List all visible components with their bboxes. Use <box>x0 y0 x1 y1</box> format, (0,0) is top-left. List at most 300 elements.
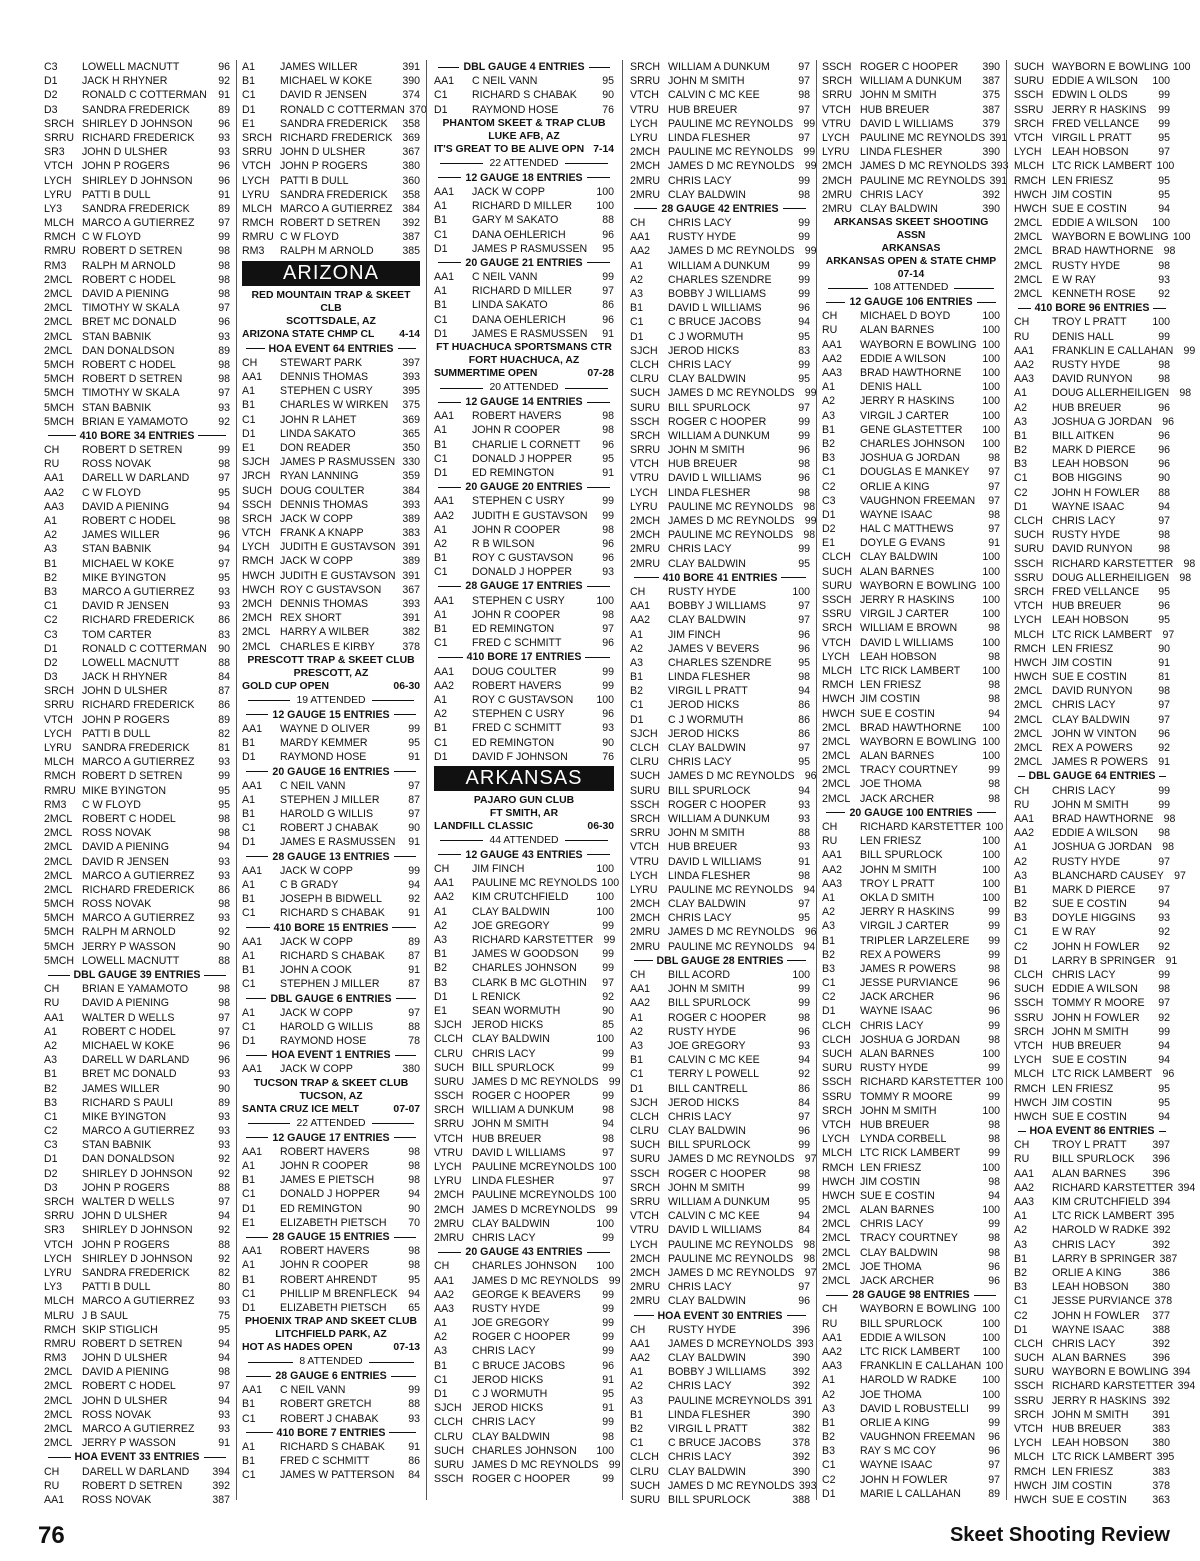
class-code: AA1 <box>44 472 65 485</box>
shooter-name: WALTER D WELLS <box>82 1196 175 1208</box>
result-row <box>242 1287 420 1301</box>
class-code: D3 <box>44 103 58 116</box>
class-code: 2MCL <box>44 288 73 300</box>
score: 99 <box>804 387 817 400</box>
result-row <box>44 1309 230 1323</box>
result-row <box>630 287 810 301</box>
event-title: 12 GAUGE 18 ENTRIES <box>465 171 583 184</box>
class-code: AA1 <box>242 864 263 877</box>
class-code: LYCH <box>1014 1437 1042 1450</box>
rule <box>246 1432 273 1433</box>
event-header <box>242 850 420 864</box>
shooter-name: ROGER C HOOPER <box>668 415 767 428</box>
score: 90 <box>1158 642 1170 655</box>
shooter-name: RUSTY HYDE <box>668 231 737 244</box>
shooter-name: JOHN R COOPER <box>472 424 561 437</box>
class-code: SURU <box>1014 1366 1045 1379</box>
class-code: D1 <box>242 836 256 849</box>
score: 92 <box>218 1167 230 1180</box>
shooter-name: JERRY R HASKINS <box>860 906 955 919</box>
class-code: 2MCL <box>44 883 73 896</box>
shooter-name: HAROLD W RADKE <box>1052 1224 1149 1237</box>
shooter-name: JOSEPH B BIDWELL <box>280 893 382 906</box>
score: 100 <box>985 821 1004 833</box>
shooter-name: CLAY BALDWIN <box>1052 713 1130 726</box>
score: 86 <box>218 883 230 896</box>
shooter-name: BILL SPURLOCK <box>472 1061 555 1074</box>
rule <box>246 927 270 928</box>
result-row <box>1014 897 1170 911</box>
class-code: AA1 <box>1014 344 1035 357</box>
result-row <box>434 438 614 452</box>
shooter-name: JERRY R HASKINS <box>860 395 955 408</box>
shooter-name: WILLIAM E BROWN <box>860 622 958 635</box>
result-row <box>822 352 1000 366</box>
class-code: LYCH <box>822 1133 850 1146</box>
result-row <box>44 1365 230 1379</box>
score: 397 <box>402 356 420 369</box>
class-code: B3 <box>434 976 447 989</box>
shooter-name: SHIRLEY D JOHNSON <box>82 1224 193 1237</box>
result-row <box>434 1075 621 1089</box>
shooter-name: MARCO A GUTIERREZ <box>82 756 195 769</box>
shooter-name: CHRIS LACY <box>1052 1238 1116 1251</box>
result-row <box>242 427 420 441</box>
result-row <box>434 608 614 622</box>
result-row <box>434 693 614 707</box>
score: 375 <box>402 399 420 412</box>
result-row <box>630 159 817 173</box>
class-code: B1 <box>242 737 255 750</box>
shooter-name: C W FLOYD <box>82 486 141 499</box>
class-code: B3 <box>44 1096 57 1109</box>
score: 100 <box>982 877 1000 890</box>
score: 95 <box>798 1196 810 1208</box>
class-code: A1 <box>822 381 835 394</box>
rule <box>787 1315 807 1316</box>
result-row <box>1014 471 1170 485</box>
score: 98 <box>798 1011 810 1024</box>
class-code: SSCH <box>434 1473 464 1486</box>
score: 97 <box>798 614 810 627</box>
result-row <box>434 1302 614 1316</box>
shooter-name: JOHN D ULSHER <box>82 146 168 159</box>
shooter-name: PAULINE MCREYNOLDS <box>472 1161 595 1173</box>
club-heading: ARKANSAS SKEET SHOOTING ASSN <box>833 217 989 242</box>
class-code: 2MCL <box>44 1394 73 1407</box>
rule <box>954 288 994 289</box>
score: 98 <box>1158 983 1170 996</box>
class-code: B1 <box>434 438 447 451</box>
result-row <box>630 855 810 869</box>
score: 100 <box>1152 217 1170 230</box>
shooter-name: RYAN LANNING <box>280 470 359 483</box>
score: 86 <box>798 699 810 712</box>
class-code: RU <box>44 997 60 1010</box>
result-row <box>44 103 230 117</box>
result-row <box>630 812 810 826</box>
shooter-name: MARCO A GUTIERREZ <box>82 217 195 230</box>
club-heading: TUCSON TRAP & SKEET CLUB <box>253 1077 409 1089</box>
score: 98 <box>1179 571 1192 584</box>
result-row <box>44 188 230 202</box>
shooter-name: RICHARD KARSTETTER <box>860 821 982 833</box>
score: 96 <box>218 529 230 542</box>
shooter-name: KENNETH ROSE <box>1052 288 1136 300</box>
score: 92 <box>1158 940 1170 953</box>
class-code: AA1 <box>44 1011 65 1024</box>
score: 388 <box>1152 1323 1170 1336</box>
class-code: SUCH <box>1014 529 1045 542</box>
class-code: D1 <box>44 1153 58 1166</box>
shooter-name: JAMES D MC REYNOLDS <box>668 770 795 783</box>
shooter-name: JACK W COPP <box>280 555 353 568</box>
class-code: HWCH <box>822 693 855 706</box>
result-row <box>630 174 810 188</box>
class-code: CH <box>630 585 646 598</box>
score: 90 <box>218 1082 230 1095</box>
result-row <box>434 976 614 990</box>
shooter-name: PAULINE MC REYNOLDS <box>668 500 794 513</box>
shooter-name: STEPHEN C USRY <box>472 708 565 721</box>
score: 96 <box>602 537 614 550</box>
shooter-name: HAROLD W RADKE <box>860 1374 957 1387</box>
result-row <box>44 1337 230 1351</box>
result-row <box>822 103 1000 117</box>
shoot-date: 07-13 <box>393 1342 420 1354</box>
score: 96 <box>798 302 810 315</box>
class-code: B3 <box>822 1445 835 1458</box>
class-code: VTCH <box>44 160 73 173</box>
score: 367 <box>402 583 420 596</box>
result-row <box>1014 244 1176 258</box>
result-row <box>44 1067 230 1081</box>
result-row <box>44 869 230 883</box>
score: 95 <box>218 784 230 797</box>
shooter-name: JOHN M SMITH <box>668 983 745 996</box>
shooter-name: TIMOTHY W SKALA <box>82 302 180 315</box>
score: 100 <box>982 409 1000 422</box>
class-code: A2 <box>630 273 643 286</box>
shooter-name: EDDIE A WILSON <box>860 1331 946 1344</box>
result-row <box>44 301 230 315</box>
shooter-name: ROGER C HOOPER <box>860 61 959 73</box>
result-row <box>44 330 230 344</box>
shooter-name: ROY C GUSTAVSON <box>280 583 382 596</box>
score: 95 <box>1158 585 1170 598</box>
shooter-name: GARY M SAKATO <box>472 214 559 227</box>
result-row <box>242 722 420 736</box>
score: 99 <box>408 722 420 735</box>
score: 97 <box>602 976 614 989</box>
score: 91 <box>218 188 230 201</box>
rule <box>634 577 659 578</box>
shooter-name: MARK D PIERCE <box>1052 444 1136 457</box>
result-row <box>1014 514 1170 528</box>
class-code: 2MCL <box>822 721 851 734</box>
class-code: RM3 <box>44 798 67 811</box>
result-row <box>822 1302 1000 1316</box>
score: 93 <box>218 146 230 159</box>
result-row <box>242 1006 420 1020</box>
result-row <box>630 613 810 627</box>
class-code: RMCH <box>1014 174 1046 187</box>
score: 392 <box>402 217 420 230</box>
shooter-name: PAULINE MC REYNOLDS <box>860 131 986 144</box>
class-code: E1 <box>242 1216 255 1229</box>
class-code: HWCH <box>822 1175 855 1188</box>
result-row <box>1014 698 1170 712</box>
score: 89 <box>218 344 230 357</box>
score: 93 <box>1158 273 1170 286</box>
shooter-name: JAMES D MC REYNOLDS <box>668 387 795 400</box>
class-code: 5MCH <box>44 415 75 428</box>
score: 97 <box>1158 713 1170 726</box>
rule <box>587 1252 610 1253</box>
class-code: LYCH <box>630 117 658 130</box>
class-code: C1 <box>434 566 448 579</box>
shooter-name: DAVID RUNYON <box>1052 373 1133 386</box>
result-row <box>1014 230 1191 244</box>
class-code: AA1 <box>630 600 651 613</box>
score: 99 <box>602 948 614 961</box>
shooter-name: BILL SPURLOCK <box>860 1317 943 1330</box>
score: 93 <box>798 812 810 825</box>
class-code: 2MCH <box>434 1189 465 1202</box>
class-code: SRCH <box>630 1181 661 1194</box>
score: 99 <box>798 288 810 300</box>
class-code: RMCH <box>242 217 274 230</box>
result-row <box>1014 202 1170 216</box>
class-code: VTCH <box>630 841 659 854</box>
class-code: SURU <box>434 1075 465 1088</box>
class-code: RU <box>822 324 838 337</box>
class-code: C1 <box>44 600 58 613</box>
shooter-name: MIKE BYINGTON <box>82 571 166 584</box>
class-code: 2MRU <box>630 188 661 201</box>
shooter-name: JOHN M SMITH <box>1052 1408 1129 1421</box>
score: 91 <box>602 327 614 340</box>
shooter-name: WAYNE ISAAC <box>860 1005 933 1018</box>
result-row <box>822 1104 1000 1118</box>
result-row <box>44 315 230 329</box>
shooter-name: GEORGE K BEAVERS <box>472 1288 581 1301</box>
shooter-name: HARRY A WILBER <box>280 626 370 639</box>
shooter-name: REX SHORT <box>280 612 342 625</box>
result-row <box>1014 358 1170 372</box>
class-code: RU <box>822 835 838 848</box>
class-code: AA2 <box>822 352 843 365</box>
club-heading: PAJARO GUN CLUB <box>473 794 575 806</box>
class-code: B1 <box>242 964 255 977</box>
score: 93 <box>218 1423 230 1435</box>
class-code: C2 <box>822 991 836 1004</box>
result-row <box>822 990 1000 1004</box>
class-code: A1 <box>822 1374 835 1387</box>
result-row <box>630 713 810 727</box>
class-code: MLCH <box>44 756 75 769</box>
score: 94 <box>803 940 816 953</box>
shooter-name: JOHN M SMITH <box>668 444 745 457</box>
class-code: 2MCL <box>822 1204 851 1217</box>
shooter-name: SUE E COSTIN <box>1052 898 1127 911</box>
score: 99 <box>798 429 810 442</box>
class-code: 2MCH <box>630 515 661 527</box>
class-code: SJCH <box>242 456 270 469</box>
class-code: CH <box>44 983 60 996</box>
shooter-name: JAMES D MC REYNOLDS <box>668 1153 795 1166</box>
shooter-name: C BRUCE JACOBS <box>472 1359 566 1372</box>
score: 84 <box>218 671 230 684</box>
result-row <box>434 750 614 764</box>
score: 86 <box>218 614 230 627</box>
class-code: SSCH <box>822 594 852 606</box>
class-code: A1 <box>242 1441 255 1453</box>
class-code: LYCH <box>1014 146 1042 159</box>
result-row <box>44 202 230 216</box>
rule <box>826 812 845 813</box>
result-row <box>434 736 614 750</box>
shooter-name: FRED VELLANCE <box>1052 117 1140 130</box>
club-heading: LITCHFIELD PARK, AZ <box>275 1329 387 1341</box>
shooter-name: STAN BABNIK <box>82 1139 152 1152</box>
class-code: C1 <box>434 1373 448 1386</box>
rule <box>977 812 996 813</box>
shooter-name: JACK ARCHER <box>860 792 935 805</box>
results-column-4 <box>630 60 817 1506</box>
score: 393 <box>798 1479 817 1492</box>
class-code: VTCH <box>630 89 659 102</box>
result-row <box>44 883 230 897</box>
class-code: VTCH <box>242 160 271 173</box>
class-code: A2 <box>630 642 643 655</box>
score: 95 <box>798 373 810 386</box>
class-code: 2MCH <box>630 1252 661 1265</box>
score: 97 <box>218 1196 230 1208</box>
score: 92 <box>218 1153 230 1166</box>
class-code: C1 <box>630 1068 644 1081</box>
score: 96 <box>1158 600 1170 613</box>
result-row <box>434 1103 614 1117</box>
class-code: C2 <box>44 614 58 627</box>
result-row <box>630 344 810 358</box>
class-code: A1 <box>434 200 447 213</box>
shooter-name: DAVID RUNYON <box>1052 685 1133 698</box>
score: 100 <box>982 1204 1000 1217</box>
score: 99 <box>408 1384 420 1397</box>
result-row <box>1014 628 1175 642</box>
result-row <box>44 1152 230 1166</box>
score: 358 <box>402 188 420 201</box>
result-row <box>1014 1181 1196 1195</box>
shooter-name: JAMES D MC REYNOLDS <box>472 1075 599 1088</box>
class-code: D1 <box>434 1388 448 1400</box>
result-row <box>630 883 816 897</box>
shooter-name: TRACY COURTNEY <box>860 764 958 777</box>
rule <box>369 1362 414 1363</box>
score: 99 <box>602 1288 614 1301</box>
results-column-6 <box>1014 60 1196 1506</box>
score: 93 <box>218 1125 230 1138</box>
shooter-name: RAYMOND HOSE <box>280 751 367 764</box>
shooter-name: JACK W COPP <box>280 1063 353 1076</box>
rule <box>389 1432 416 1433</box>
score: 97 <box>602 285 614 298</box>
result-row <box>1014 1011 1170 1025</box>
result-row <box>434 185 614 199</box>
score: 90 <box>218 940 230 953</box>
result-row <box>630 755 810 769</box>
class-code: AA1 <box>434 271 455 284</box>
shooter-name: OKLA D SMITH <box>860 891 935 904</box>
result-row <box>44 911 230 925</box>
result-row <box>1014 174 1170 188</box>
class-code: CH <box>242 356 258 369</box>
score: 94 <box>798 1054 810 1067</box>
shooter-name: JEROD HICKS <box>668 727 740 740</box>
score: 97 <box>798 103 810 116</box>
shooter-name: HAROLD G WILLIS <box>280 808 374 821</box>
shooter-name: HUB BREUER <box>1052 1039 1122 1052</box>
shooter-name: CHRIS LACY <box>668 1110 732 1123</box>
class-code: 2MCL <box>44 344 73 357</box>
club-heading: FORT HUACHUCA, AZ <box>468 355 580 366</box>
shooter-name: JOHN R COOPER <box>472 608 561 621</box>
class-code: D1 <box>630 713 644 726</box>
result-row <box>822 409 1000 423</box>
score: 98 <box>408 1145 420 1158</box>
shooter-name: MARDY KEMMER <box>280 737 368 750</box>
score: 97 <box>1158 997 1170 1010</box>
class-code: VTCH <box>434 1132 463 1145</box>
score: 88 <box>218 656 230 669</box>
shooter-name: WAYBORN E BOWLING <box>1052 1366 1169 1379</box>
score: 93 <box>218 401 230 414</box>
shooter-name: JIM COSTIN <box>1052 656 1113 669</box>
shooter-name: PATTI B DULL <box>82 1281 151 1294</box>
result-row <box>242 441 420 455</box>
score: 378 <box>792 1437 810 1450</box>
score: 100 <box>596 1260 614 1273</box>
class-code: CH <box>822 1303 838 1316</box>
class-code: 2MCL <box>822 778 851 791</box>
event-title: HOA EVENT 33 ENTRIES <box>74 1451 200 1464</box>
class-code: AA2 <box>434 1288 455 1301</box>
class-code: LYRU <box>630 500 658 513</box>
shooter-name: JAMES D MCREYNOLDS <box>668 1337 792 1350</box>
shoot-name <box>242 680 420 694</box>
score: 393 <box>990 160 1009 173</box>
shooter-name: PHILLIP M BRENFLECK <box>280 1287 398 1300</box>
score: 96 <box>602 637 614 650</box>
score: 93 <box>602 566 614 579</box>
result-row <box>434 298 614 312</box>
result-row <box>1014 117 1170 131</box>
score: 87 <box>408 949 420 962</box>
result-row <box>44 244 230 258</box>
result-row <box>242 188 420 202</box>
class-code: A1 <box>434 905 447 918</box>
class-code: 2MCH <box>822 160 853 173</box>
class-code: AA1 <box>1014 1167 1035 1180</box>
class-code: 5MCH <box>44 898 75 911</box>
class-code: CLRU <box>630 1125 659 1138</box>
result-row <box>1014 1167 1170 1181</box>
class-code: A3 <box>822 920 835 933</box>
event-header <box>434 1245 614 1259</box>
shooter-name: EDDIE A WILSON <box>1052 827 1138 840</box>
shooter-name: JOHN M SMITH <box>668 1181 745 1194</box>
